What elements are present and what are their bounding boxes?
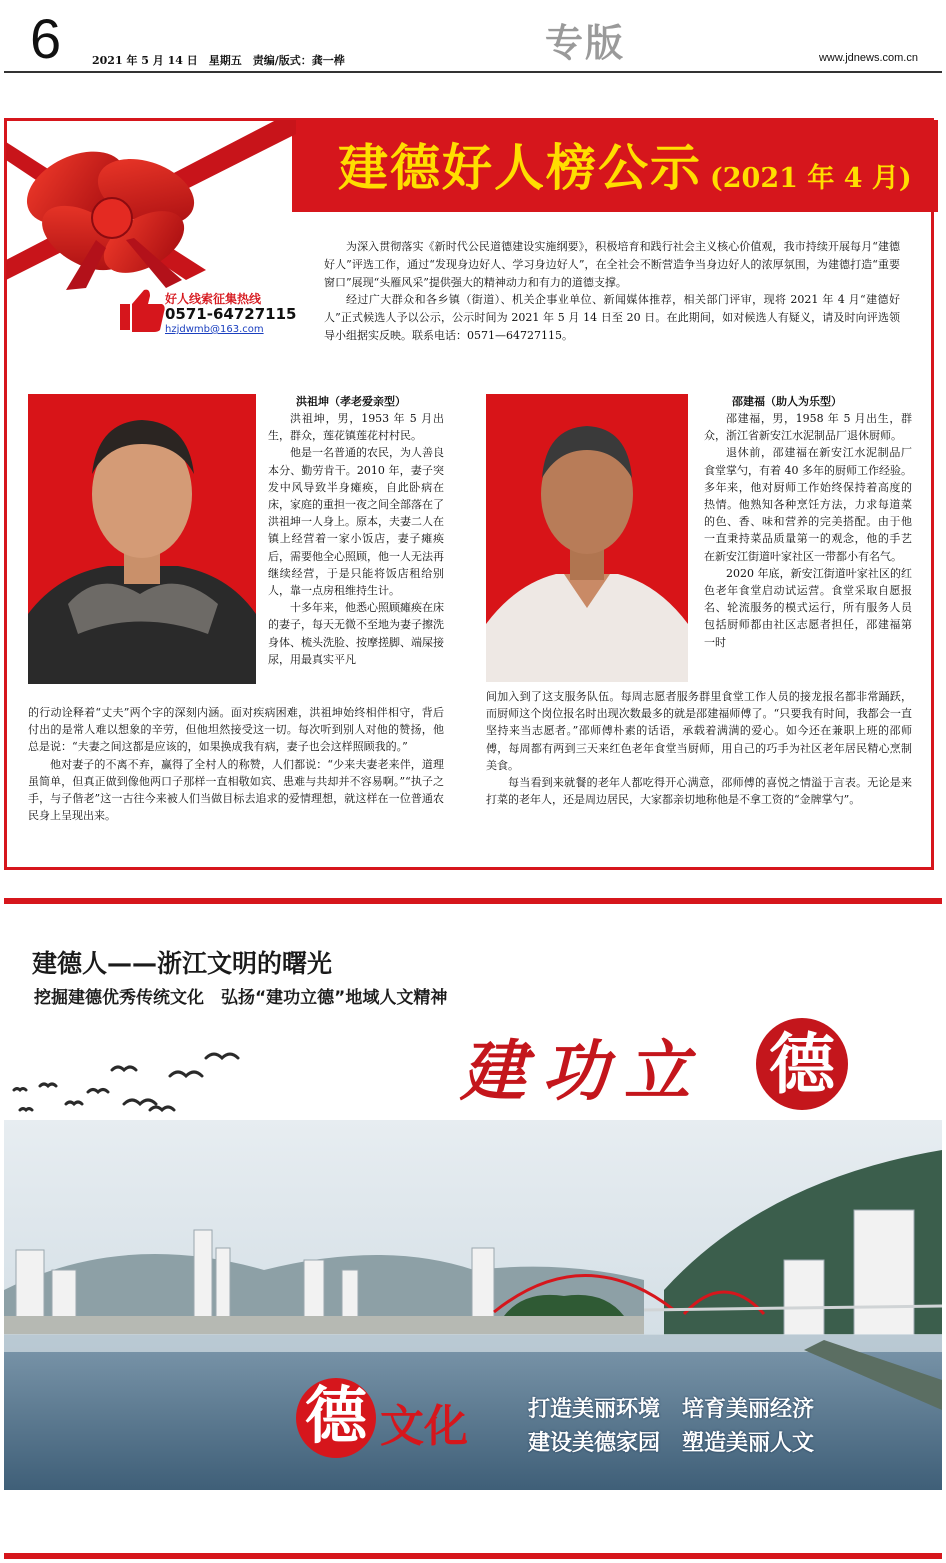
header-rule: [4, 71, 942, 73]
article1-title: 洪祖坤（孝老爱亲型）: [296, 395, 406, 408]
article2-paragraph: 退休前，邵建福在新安江水泥制品厂食堂掌勺，有着 40 多年的厨师工作经验。多年来，他对厨师工作始终保持着高度的热情。他熟知各种烹饪方法，力求每道菜的色、香、味和营养的完美搭配。由于他一直秉持菜品质量第一的观念，他的手艺在新安江街道叶家社区一带都小有名气。: [704, 446, 912, 563]
ad-top-border: [4, 898, 942, 904]
article1-paragraph: 的行动诠释着“丈夫”两个字的深刻内涵。面对疾病困难，洪祖坤始终相伴相守，背后付出的是常人难以想象的辛劳，但他坦然接受这一切。每次听到别人对他的赞扬，他总是说：“夫妻之间这都是应该的，如果换成我有病，妻子也会这样照顾我的。”: [28, 706, 444, 754]
ribbon-bow-icon: [6, 120, 296, 290]
header-url[interactable]: www.jdnews.com.cn: [818, 52, 918, 64]
de-culture-char: 德: [304, 1379, 367, 1452]
ad-title: 建德人——浙江文明的曙光: [32, 949, 333, 978]
calligraphy-jiangongli: 建功立: [460, 1032, 706, 1110]
portrait-hong-zukun: [28, 394, 256, 684]
intro-paragraph: 经过广大群众和各乡镇（街道）、机关企事业单位、新闻媒体推荐，相关部门评审，现将 2021 年 4 月“建德好人”正式候选人予以公示，公示时间为 2021 年 5 月 14 日至 20 日。在此期间，如对候选人有疑义，请及时向评选领导小组据实反映。联系电话：0571—64727115。: [324, 293, 900, 342]
slogan-line-1: 打造美丽环境 培育美丽经济: [528, 1397, 815, 1422]
notice-subtitle: (2021 年 4 月): [710, 163, 912, 194]
article2-body-bottom: [486, 688, 912, 808]
slogan-line-2: 建设美德家园 塑造美丽人文: [528, 1431, 815, 1456]
notice-title: 建德好人榜公示: [338, 138, 702, 197]
article1-paragraph: 他是一名普通的农民，为人善良本分、勤劳肯干。2010 年，妻子突发中风导致半身瘫痪，自此卧病在床，家庭的重担一夜之间全部落在了洪祖坤一人身上。原本，夫妻二人在镇上经营着一家小饭店，妻子瘫痪后，需要他全心照顾，他一人无法再继续经营，于是只能将饭店租给别人，靠一点房租维持生计。: [268, 446, 444, 598]
hotline-label: 好人线索征集热线: [165, 292, 262, 306]
flying-birds-icon: [0, 1040, 260, 1130]
hotline-email-link[interactable]: hzjdwmb@163.com: [165, 324, 264, 335]
wenhua-text: 文化: [380, 1401, 468, 1452]
article1-paragraph: 十多年来，他悉心照顾瘫痪在床的妻子，每天无微不至地为妻子擦洗身体、梳头洗脸、按摩搓脚、端屎接尿，用最真实平凡: [268, 601, 444, 666]
portrait-shao-jianfu: [486, 394, 688, 682]
article1-paragraph: 他对妻子的不离不弃，赢得了全村人的称赞，人们都说：“少来夫妻老来伴，道理虽简单，但真正做到像他两口子那样一直相敬如宾、患难与共却并不容易啊。”“执子之手，与子偕老”这一古往今来被人们当做目标去追求的爱情理想，就这样在一位普通农民身上呈现出来。: [28, 757, 444, 823]
article1-paragraph: 洪祖坤，男，1953 年 5 月出生，群众，莲花镇莲花村村民。: [268, 412, 444, 443]
article1-body-bottom: [28, 704, 444, 824]
header-date-line: 2021 年 5 月 14 日 星期五 责编/版式：龚一桦: [92, 54, 345, 67]
article2-body-top: [704, 410, 912, 651]
page-number: 6: [30, 7, 62, 70]
ad-subtitle: 挖掘建德优秀传统文化 弘扬“建功立德”地域人文精神: [34, 988, 448, 1008]
intro-paragraph: 为深入贯彻落实《新时代公民道德建设实施纲要》，积极培育和践行社会主义核心价值观，我市持续开展每月“建德好人”评选工作，通过“发现身边好人、学习身边好人”，在全社会不断营造争当身边好人的浓厚氛围，为建德打造“重要窗口”展现“头雁风采”提供强大的精神动力和有力的道德支撑。: [324, 240, 900, 289]
section-title: 专版: [545, 21, 626, 65]
article2-title: 邵建福（助人为乐型）: [732, 395, 842, 408]
article2-paragraph: 每当看到来就餐的老年人都吃得开心满意，邵师傅的喜悦之情溢于言表。无论是来打菜的老年人，还是周边居民，大家都亲切地称他是不拿工资的“金牌掌勺”。: [486, 776, 912, 807]
notice-intro: [324, 238, 900, 345]
article2-paragraph: 2020 年底，新安江街道叶家社区的红色老年食堂启动试运营。食堂采取自愿报名、轮流服务的模式运行，所有服务人员包括厨师都由社区志愿者担任，邵建福第一时: [704, 566, 912, 649]
article2-paragraph: 间加入到了这支服务队伍。每周志愿者服务群里食堂工作人员的接龙报名都非常踊跃，而厨师这个岗位报名时出现次数最多的就是邵建福师傅了。“只要我有时间，我都会一直坚持来当志愿者。”邵师傅朴素的话语，承载着满满的爱心。如今还在兼职上班的邵师傅，每周都有两到三天来红色老年食堂当厨师，用自己的巧手为社区老年居民精心烹制美食。: [486, 690, 912, 772]
hotline-phone: 0571-64727115: [165, 305, 297, 323]
de-circle-text: 德: [769, 1025, 835, 1103]
article2-paragraph: 邵建福，男，1958 年 5 月出生，群众，浙江省新安江水泥制品厂退休厨师。: [704, 412, 912, 443]
article1-body-top: [268, 410, 444, 668]
ad-bottom-border: [4, 1553, 942, 1559]
